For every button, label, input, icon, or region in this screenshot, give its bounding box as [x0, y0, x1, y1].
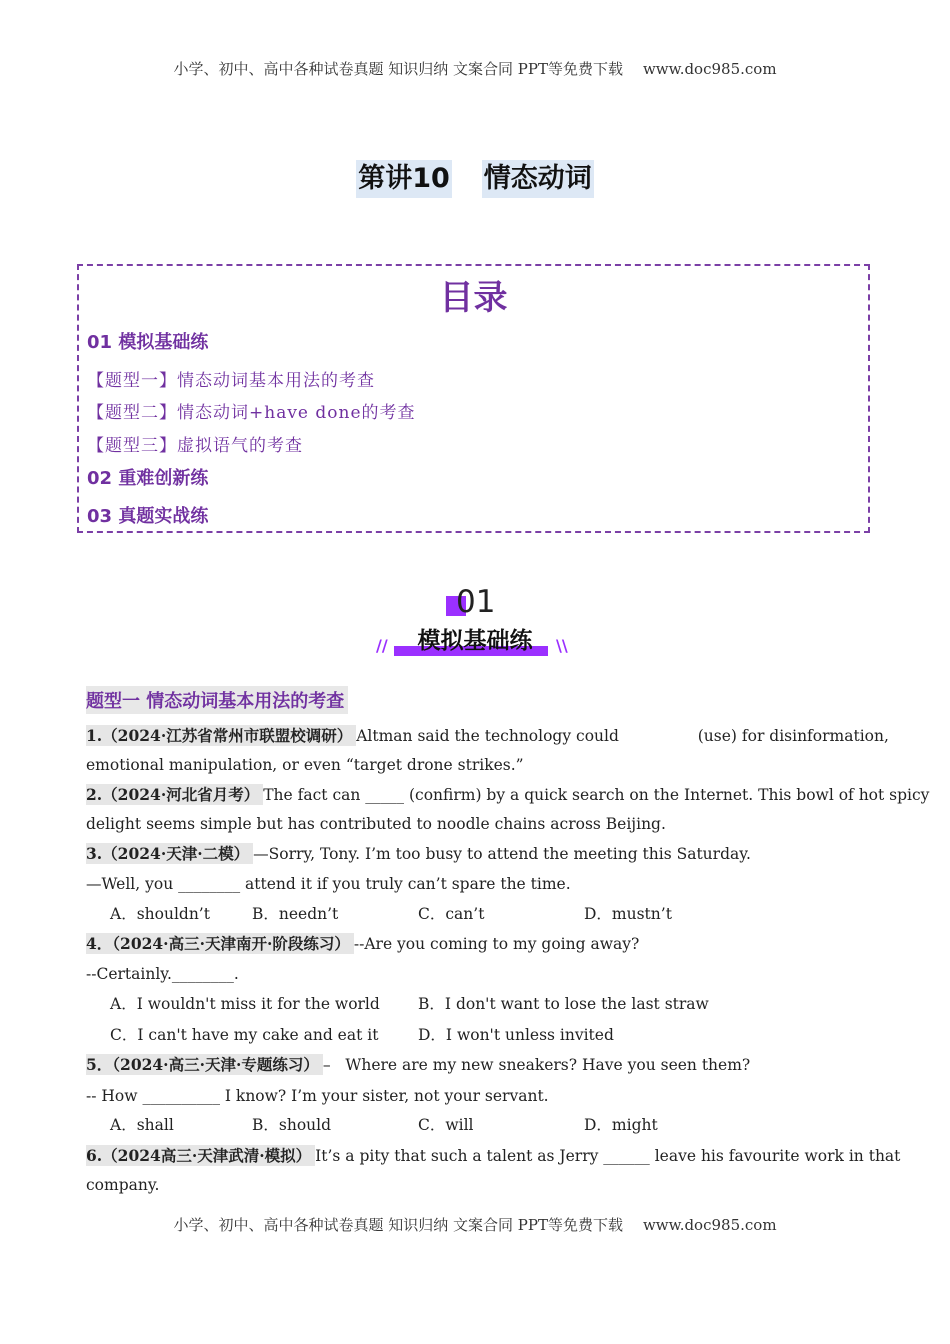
- question-4-option-b[interactable]: B．I don't want to lose the last straw: [418, 995, 709, 1013]
- question-6-line-1: [86, 1146, 901, 1166]
- question-4-text: --Are you coming to my going away?: [353, 935, 640, 953]
- page-footer: [0, 1214, 950, 1235]
- toc-item-type-2[interactable]: 【题型二】情态动词+have done的考查: [87, 403, 416, 423]
- question-3-line-1: [86, 844, 864, 864]
- toc-item-section-02[interactable]: 02 重难创新练: [87, 468, 209, 489]
- toc-heading: 目录: [439, 278, 508, 318]
- page-header: [0, 58, 950, 79]
- question-5-line-2: -- How __________ I know? I’m your sister, not your servant.: [86, 1087, 549, 1105]
- question-1-line-1: [86, 726, 889, 746]
- question-3-option-a[interactable]: A．shouldn’t: [110, 905, 210, 923]
- question-4-line-2: --Certainly.________.: [86, 965, 239, 983]
- table-of-contents: [77, 264, 870, 533]
- question-5-option-b[interactable]: B．should: [252, 1116, 332, 1134]
- question-5-line-1: [86, 1055, 864, 1075]
- header-url[interactable]: www.doc985.com: [642, 60, 777, 78]
- question-2-source: 2.（2024·河北省月考）: [86, 784, 263, 805]
- section-badge: [0, 582, 950, 662]
- question-3-line-2: —Well, you ________ attend it if you truly can’t spare the time.: [86, 875, 571, 893]
- section-label: 模拟基础练: [417, 628, 533, 654]
- toc-item-section-03[interactable]: 03 真题实战练: [87, 506, 209, 527]
- question-3-text: —Sorry, Tony. I’m too busy to attend the meeting this Saturday.: [253, 845, 751, 863]
- question-1-source: 1.（2024·江苏省常州市联盟校调研）: [86, 725, 356, 746]
- question-5-source: 5．（2024·高三·天津·专题练习）: [86, 1054, 323, 1075]
- question-1-text: Altman said the technology could (use) for disinformation,: [356, 727, 889, 745]
- question-5-option-c[interactable]: C．will: [418, 1116, 474, 1134]
- slash-decoration-left: //: [376, 636, 388, 655]
- question-1-line-2: emotional manipulation, or even “target drone strikes.”: [86, 756, 524, 774]
- footer-text: 小学、初中、高中各种试卷真题 知识归纳 文案合同 PPT等免费下载: [173, 1216, 623, 1234]
- lecture-topic: 情态动词: [482, 160, 594, 198]
- question-5-option-a[interactable]: A．shall: [110, 1116, 174, 1134]
- toc-item-section-01[interactable]: 01 模拟基础练: [87, 332, 209, 353]
- document-title: [0, 160, 950, 198]
- question-3-option-d[interactable]: D．mustn’t: [584, 905, 672, 923]
- question-4-source: 4．（2024·高三·天津南开·阶段练习）: [86, 933, 354, 954]
- toc-item-type-3[interactable]: 【题型三】虚拟语气的考查: [87, 436, 303, 456]
- question-6-text: It’s a pity that such a talent as Jerry ______ leave his favourite work in that: [315, 1147, 901, 1165]
- question-4-option-c[interactable]: C．I can't have my cake and eat it: [110, 1026, 379, 1044]
- question-5-text: – Where are my new sneakers? Have you seen them?: [322, 1056, 751, 1074]
- question-4-option-d[interactable]: D．I won't unless invited: [418, 1026, 614, 1044]
- question-5-option-d[interactable]: D．might: [584, 1116, 658, 1134]
- header-text: 小学、初中、高中各种试卷真题 知识归纳 文案合同 PPT等免费下载: [173, 60, 623, 78]
- lecture-number: 第讲10: [356, 160, 452, 198]
- question-3-source: 3.（2024·天津·二模）: [86, 843, 253, 864]
- question-3-option-c[interactable]: C．can’t: [418, 905, 485, 923]
- slash-decoration-right: \\: [556, 636, 568, 655]
- footer-url[interactable]: www.doc985.com: [642, 1216, 777, 1234]
- question-6-source: 6.（2024高三·天津武清·模拟）: [86, 1145, 315, 1166]
- type-heading: 题型一 情态动词基本用法的考查: [86, 686, 348, 714]
- question-2-text: The fact can _____ (confirm) by a quick search on the Internet. This bowl of hot spicy: [263, 786, 930, 804]
- question-2-line-1: [86, 785, 930, 805]
- question-4-line-1: [86, 934, 864, 954]
- question-3-option-b[interactable]: B．needn’t: [252, 905, 339, 923]
- question-2-line-2: delight seems simple but has contributed to noodle chains across Beijing.: [86, 815, 666, 833]
- question-4-option-a[interactable]: A．I wouldn't miss it for the world: [110, 995, 380, 1013]
- toc-item-type-1[interactable]: 【题型一】情态动词基本用法的考查: [87, 371, 375, 391]
- section-number: 01: [456, 584, 496, 620]
- question-6-line-2: company.: [86, 1176, 160, 1194]
